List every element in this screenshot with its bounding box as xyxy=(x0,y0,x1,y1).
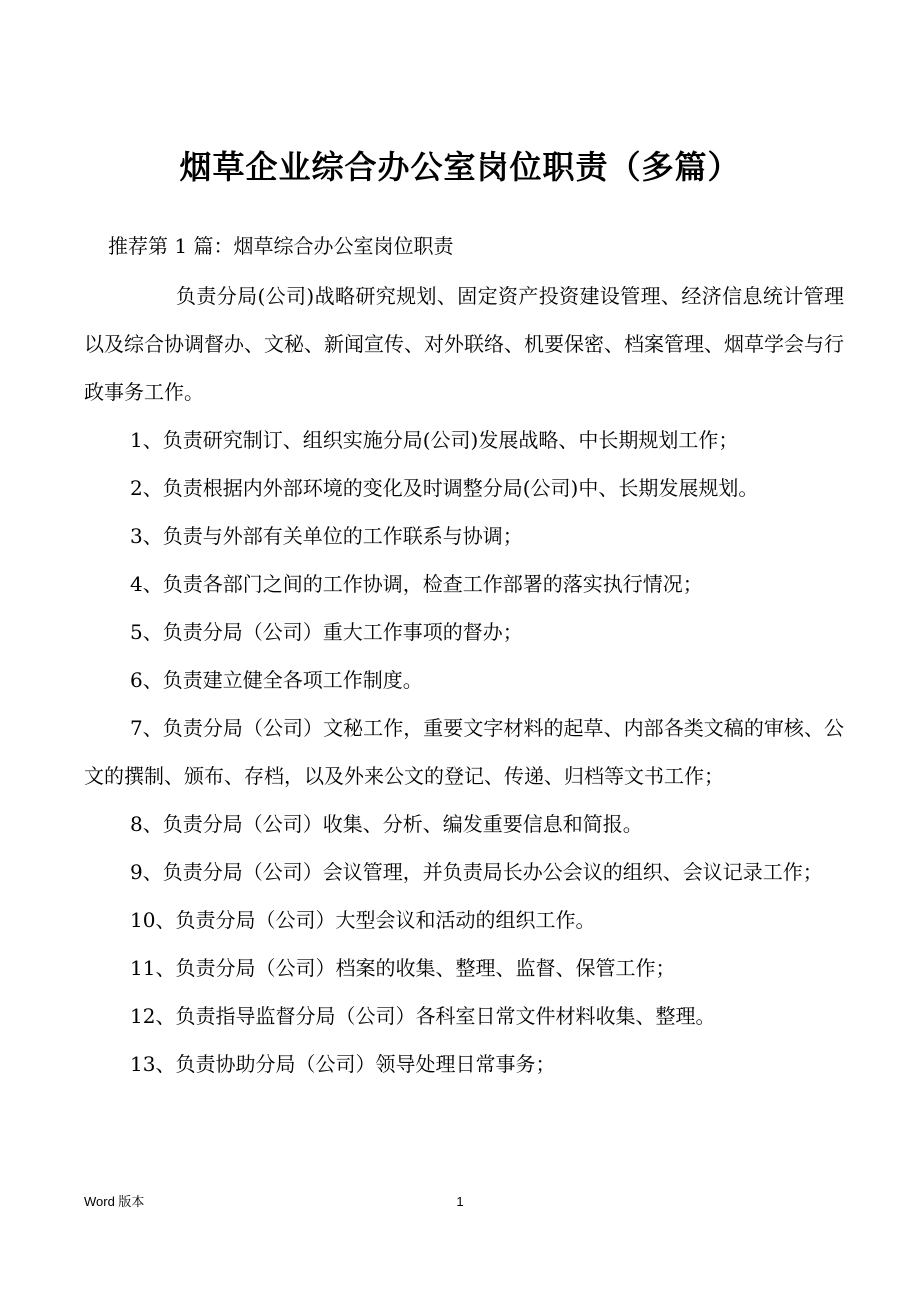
duty-item-1: 1、负责研究制订、组织实施分局(公司)发展战略、中长期规划工作； xyxy=(130,428,739,452)
duty-item-12: 12、负责指导监督分局（公司）各科室日常文件材料收集、整理。 xyxy=(130,1004,716,1028)
duty-item-9: 9、负责分局（公司）会议管理，并负责局长办公会议的组织、会议记录工作； xyxy=(130,860,823,884)
duty-item-11: 11、负责分局（公司）档案的收集、整理、监督、保管工作； xyxy=(130,956,676,980)
page-number: 1 xyxy=(456,1194,464,1209)
duty-item-3: 3、负责与外部有关单位的工作联系与协调； xyxy=(130,524,523,548)
duty-item-5: 5、负责分局（公司）重大工作事项的督办； xyxy=(130,620,523,644)
intro-paragraph: 负责分局(公司)战略研究规划、固定资产投资建设管理、经济信息统计管理以及综合协调督办、文秘、新闻宣传、对外联络、机要保密、档案管理、烟草学会与行政事务工作。 xyxy=(84,284,844,404)
document-title: 烟草企业综合办公室岗位职责（多篇） xyxy=(179,148,741,186)
duty-item-8: 8、负责分局（公司）收集、分析、编发重要信息和简报。 xyxy=(130,812,643,836)
duty-item-13: 13、负责协助分局（公司）领导处理日常事务； xyxy=(130,1052,556,1076)
duty-item-6: 6、负责建立健全各项工作制度。 xyxy=(130,668,423,692)
duty-item-10: 10、负责分局（公司）大型会议和活动的组织工作。 xyxy=(130,908,596,932)
footer-label: Word 版本 xyxy=(84,1194,145,1209)
duty-item-7: 7、负责分局（公司）文秘工作，重要文字材料的起草、内部各类文稿的审核、公文的撰制、颁布、存档，以及外来公文的登记、传递、归档等文书工作； xyxy=(84,716,844,788)
duty-item-4: 4、负责各部门之间的工作协调，检查工作部署的落实执行情况； xyxy=(130,572,703,596)
document-body xyxy=(84,272,844,1088)
document-subtitle: 推荐第 1 篇：烟草综合办公室岗位职责 xyxy=(108,234,454,258)
duty-item-2: 2、负责根据内外部环境的变化及时调整分局(公司)中、长期发展规划。 xyxy=(130,476,759,500)
